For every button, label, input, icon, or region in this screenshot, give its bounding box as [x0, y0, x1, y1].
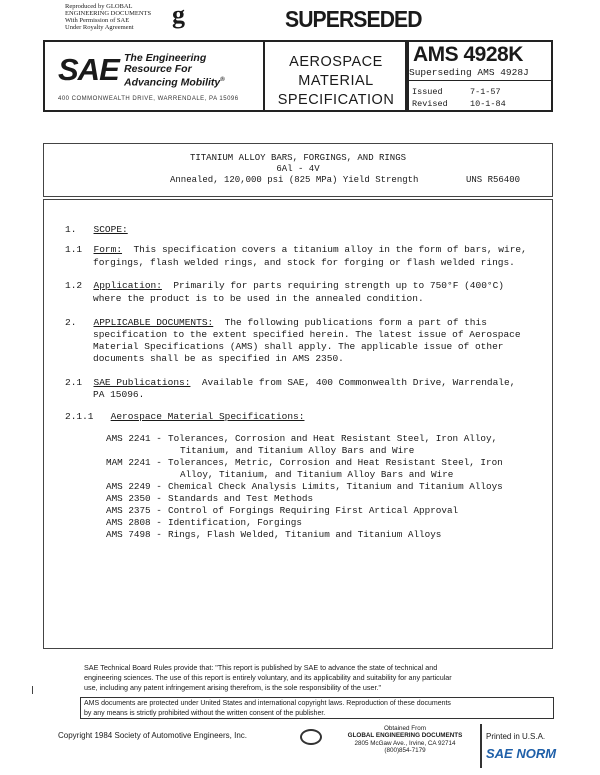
section-number: 1.1: [65, 244, 83, 255]
section-text: Available from SAE, 400 Commonwealth Drive, Warrendale,: [201, 377, 516, 388]
doc-type-line: MATERIAL: [298, 73, 374, 89]
notice-line: AMS documents are protected under United States and international copyright laws. Reproduction of these documents: [84, 700, 451, 707]
section-1-2-cont: where the product is to be used in the annealed condition.: [93, 293, 424, 304]
obtained-label: Obtained From: [384, 725, 426, 732]
section-2-cont: documents shall be as specified in AMS 2350.: [93, 353, 344, 364]
uns-number: UNS R56400: [466, 175, 521, 185]
spec-item: [106, 529, 441, 541]
copyright-notice: [84, 699, 552, 718]
spec-item: [106, 457, 503, 469]
repro-line: Under Royalty Agreement: [65, 24, 134, 31]
tagline-line: Resource For: [124, 63, 192, 75]
section-number: 1.2: [65, 280, 83, 291]
issued-date: 7-1-57: [470, 87, 501, 97]
section-text: The following publications form a part of this: [224, 317, 487, 328]
revised-label: Revised: [412, 99, 448, 109]
spec-item: [106, 517, 302, 529]
title-line-3: Annealed, 120,000 psi (825 MPa) Yield Strength: [170, 175, 419, 185]
spec-item-cont: Titanium, and Titanium Alloy Bars and Wire: [180, 445, 415, 456]
spec-text: Tolerances, Metric, Corrosion and Heat Resistant Steel, Iron: [168, 457, 503, 468]
spec-code: AMS 2375 -: [106, 505, 162, 516]
handwritten-mark: g: [172, 0, 185, 29]
ged-phone: (800)854-7179: [384, 746, 426, 754]
section-title: Application:: [93, 280, 162, 291]
board-rules: [84, 663, 554, 693]
section-number: 1.: [65, 224, 77, 235]
section-1-2: [65, 280, 504, 293]
section-2-1-1: [65, 411, 304, 424]
globe-icon: [300, 729, 322, 745]
superseding-note: Superseding AMS 4928J: [409, 67, 529, 78]
board-rules-line: SAE Technical Board Rules provide that: "This report is published by SAE to advance the state of technical and: [84, 663, 438, 672]
sae-address: 400 COMMONWEALTH DRIVE, WARRENDALE, PA 15096: [58, 96, 239, 102]
section-1: [65, 224, 128, 237]
section-title: SAE Publications:: [93, 377, 191, 388]
spec-item: [106, 481, 503, 493]
spec-text: Chemical Check Analysis Limits, Titanium and Titanium Alloys: [168, 481, 503, 492]
repro-line: Reproduced by GLOBAL: [65, 3, 133, 10]
spec-code: AMS 2241 -: [106, 433, 162, 444]
issued-label: Issued: [412, 87, 443, 97]
copyright: Copyright 1984 Society of Automotive Engineers, Inc.: [58, 731, 247, 740]
reproduction-notice: [65, 3, 151, 31]
superseded-stamp: SUPERSEDED: [285, 6, 422, 32]
section-1-1: [65, 244, 527, 257]
spec-code: AMS 2350 -: [106, 493, 162, 504]
doc-type-line: SPECIFICATION: [277, 92, 395, 108]
sae-logo: SAE: [58, 52, 119, 87]
tagline-line: The Engineering: [124, 52, 207, 64]
section-title: SCOPE:: [93, 224, 128, 235]
revised-date: 10-1-84: [470, 99, 506, 109]
section-2-1: [65, 377, 515, 390]
spec-code: AMS 7498 -: [106, 529, 162, 540]
issued-row: [412, 87, 550, 97]
spec-item-cont: Alloy, Titanium, and Titanium Alloy Bars and Wire: [180, 469, 454, 480]
revised-row: [412, 99, 550, 109]
section-text: This specification covers a titanium alloy in the form of bars, wire,: [133, 244, 527, 255]
section-2: [65, 317, 487, 330]
ged-name: GLOBAL ENGINEERING DOCUMENTS: [347, 732, 463, 740]
header-divider: [263, 40, 265, 112]
printed-in: Printed in U.S.A.: [486, 732, 546, 741]
section-2-cont: Material Specifications (AMS) shall apply. The applicable issue of other: [93, 341, 504, 352]
doc-type-line: AEROSPACE: [289, 54, 383, 70]
section-number: 2.1.1: [65, 411, 94, 422]
ams-divider: [409, 80, 553, 81]
spec-text: Standards and Test Methods: [168, 493, 314, 504]
title-line-1: TITANIUM ALLOY BARS, FORGINGS, AND RINGS: [189, 153, 407, 163]
repro-line: With Permission of SAE: [65, 17, 130, 24]
ged-address: 2805 McGaw Ave., Irvine, CA 92714: [354, 739, 456, 747]
obtained-from: [330, 725, 480, 754]
spec-item: [106, 433, 497, 445]
sae-norm-logo: SAE NORM: [486, 746, 557, 761]
title-line-2: 6Al - 4V: [276, 164, 320, 174]
board-rules-line: engineering sciences. The use of this report is entirely voluntary, and its applicability and suitability for any particular: [84, 673, 452, 682]
tagline-line: Advancing Mobility®: [124, 76, 225, 89]
notice-line: by any means is strictly prohibited without the written consent of the publisher.: [84, 709, 326, 717]
spec-text: Rings, Flash Welded, Titanium and Titanium Alloys: [168, 529, 442, 540]
spec-code: MAM 2241 -: [106, 457, 162, 468]
section-number: 2.: [65, 317, 77, 328]
spec-item: [106, 505, 458, 517]
spec-text: Control of Forgings Requiring First Artical Approval: [168, 505, 459, 516]
footer-divider: [480, 724, 482, 768]
section-2-cont: specification to the extent specified herein. The latest issue of Aerospace: [93, 329, 521, 340]
spec-code: AMS 2808 -: [106, 517, 162, 528]
spec-item: [106, 493, 313, 505]
section-text: Primarily for parts requiring strength up to 750°F (400°C): [173, 280, 504, 291]
board-rules-line: use, including any patent infringement arising therefrom, is the sole responsibility of the user.": [84, 683, 381, 692]
repro-line: ENGINEERING DOCUMENTS: [65, 10, 152, 17]
section-title: APPLICABLE DOCUMENTS:: [93, 317, 214, 328]
section-2-1-cont: PA 15096.: [93, 389, 145, 400]
sae-tagline: [124, 53, 225, 89]
section-number: 2.1: [65, 377, 83, 388]
margin-mark: [32, 686, 33, 694]
section-title: Form:: [93, 244, 123, 255]
spec-text: Identification, Forgings: [168, 517, 302, 528]
spec-text: Tolerances, Corrosion and Heat Resistant Steel, Iron Alloy,: [168, 433, 498, 444]
section-title: Aerospace Material Specifications:: [110, 411, 305, 422]
section-1-1-cont: forgings, flash welded rings, and stock for forging or flash welded rings.: [93, 257, 515, 268]
spec-code: AMS 2249 -: [106, 481, 162, 492]
ams-number: AMS 4928K: [413, 43, 523, 66]
document-type: [266, 53, 406, 110]
